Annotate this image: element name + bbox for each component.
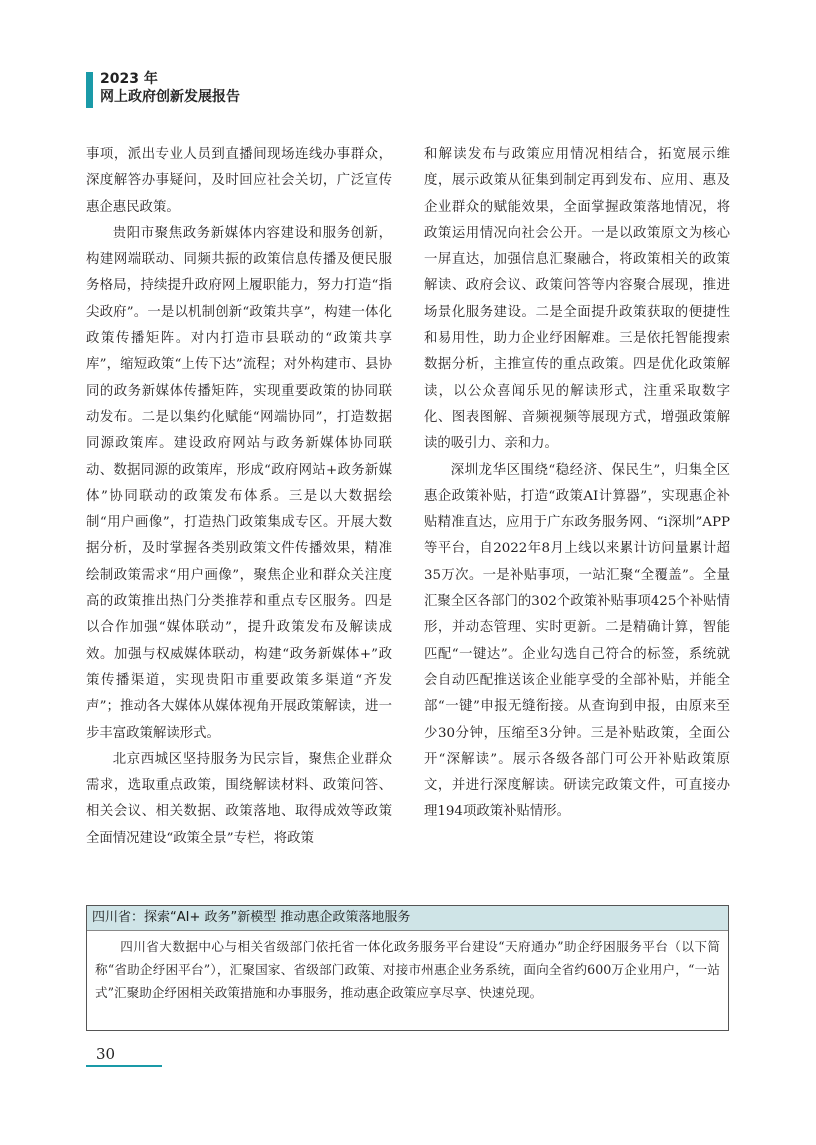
- paragraph-guiyang: 贵阳市聚焦政务新媒体内容建设和服务创新，构建网端联动、同频共振的政策信息传播及便民服务格局，持续提升政府网上履职能力，努力打造“指尖政府”。一是以机制创新“政策共享”，构建一体化政策传播矩阵。对内打造市县联动的“政策共享库”，缩短政策“上传下达”流程；对外构建市、县协同的政务新媒体传播矩阵，实现重要政策的协同联动发布。二是以集约化赋能“网端协同”，打造数据同源政策库。建设政府网站与政务新媒体协同联动、数据同源的政策库，形成“政府网站+政务新媒体”协同联动的政策发布体系。三是以大数据绘制“用户画像”，打造热门政策集成专区。开展大数据分析，及时掌握各类别政策文件传播效果，精准绘制政策需求“用户画像”，聚焦企业和群众关注度高的政策推出热门分类推荐和重点专区服务。四是以合作加强“媒体联动”，提升政策发布及解读成效。加强与权威媒体联动，构建“政务新媒体+”政策传播渠道，实现贵阳市重要政策多渠道“齐发声”；推动各大媒体从媒体视角开展政策解读，进一步丰富政策解读形式。: [86, 225, 392, 741]
- paragraph: 和解读发布与政策应用情况相结合，拓宽展示维度，展示政策从征集到制定再到发布、应用、惠及企业群众的赋能效果，全面掌握政策落地情况，将政策运用情况向社会公开。一是以政策原文为核心一屏直达，加强信息汇聚融合，将政策相关的政策解读、政府会议、政策问答等内容聚合展现，推进场景化服务建设。二是全面提升政策获取的便捷性和易用性，助力企业纾困解难。三是依托智能搜索数据分析，主推宣传的重点政策。四是优化政策解读，以公众喜闻乐见的解读形式，注重采取数字化、图表图解、音频视频等展现方式，增强政策解读的吸引力、亲和力。: [424, 147, 730, 452]
- left-column: [86, 142, 392, 852]
- paragraph-shenzhen-longhua: 深圳龙华区围绕“稳经济、保民生”，归集全区惠企政策补贴，打造“政策AI计算器”，实现惠企补贴精准直达，应用于广东政务服务网、“i深圳”APP等平台，自2022年8月上线以来累计访问量累计超35万次。一是补贴事项，一站汇聚“全覆盖”。全量汇聚全区各部门的302个政策补贴事项425个补贴情形，并动态管理、实时更新。二是精确计算，智能匹配“一键达”。企业勾选自己符合的标签，系统就会自动匹配推送该企业能享受的全部补贴，并能全部“一键”申报无缝衔接。从查询到申报，由原来至少30分钟，压缩至3分钟。三是补贴政策，全面公开“深解读”。展示各级各部门可公开补贴政策原文，并进行深度解读。研读完政策文件，可直接办理194项政策补贴情形。: [424, 462, 730, 820]
- paragraph-beijing-xicheng: 北京西城区坚持服务为民宗旨，聚焦企业群众需求，选取重点政策，围绕解读材料、政策问答、相关会议、相关数据、政策落地、取得成效等政策全面情况建设“政策全景”专栏，将政策: [86, 751, 392, 846]
- right-column: [424, 142, 730, 826]
- page-number: 30: [96, 1045, 116, 1063]
- report-year: 2023 年: [100, 71, 158, 87]
- paragraph: 事项，派出专业人员到直播间现场连线办事群众，深度解答办事疑问，及时回应社会关切，广泛宣传惠企惠民政策。: [86, 147, 392, 215]
- header-accent-bar: [86, 72, 93, 108]
- case-box: [86, 905, 729, 1031]
- report-title: 网上政府创新发展报告: [100, 89, 240, 105]
- case-box-body: 四川省大数据中心与相关省级部门依托省一体化政务服务平台建设“天府通办”助企纾困服务平台（以下简称“省助企纾困平台”），汇聚国家、省级部门政策、对接市州惠企业务系统，面向全省约600万企业用户，“一站式”汇聚助企纾困相关政策措施和办事服务，推动惠企政策应享尽享、快速兑现。: [95, 939, 720, 1000]
- case-box-title: 四川省：探索“AI+ 政务”新模型 推动惠企政策落地服务: [87, 906, 728, 931]
- header-text: [100, 70, 240, 106]
- footer-rule: [86, 1065, 162, 1067]
